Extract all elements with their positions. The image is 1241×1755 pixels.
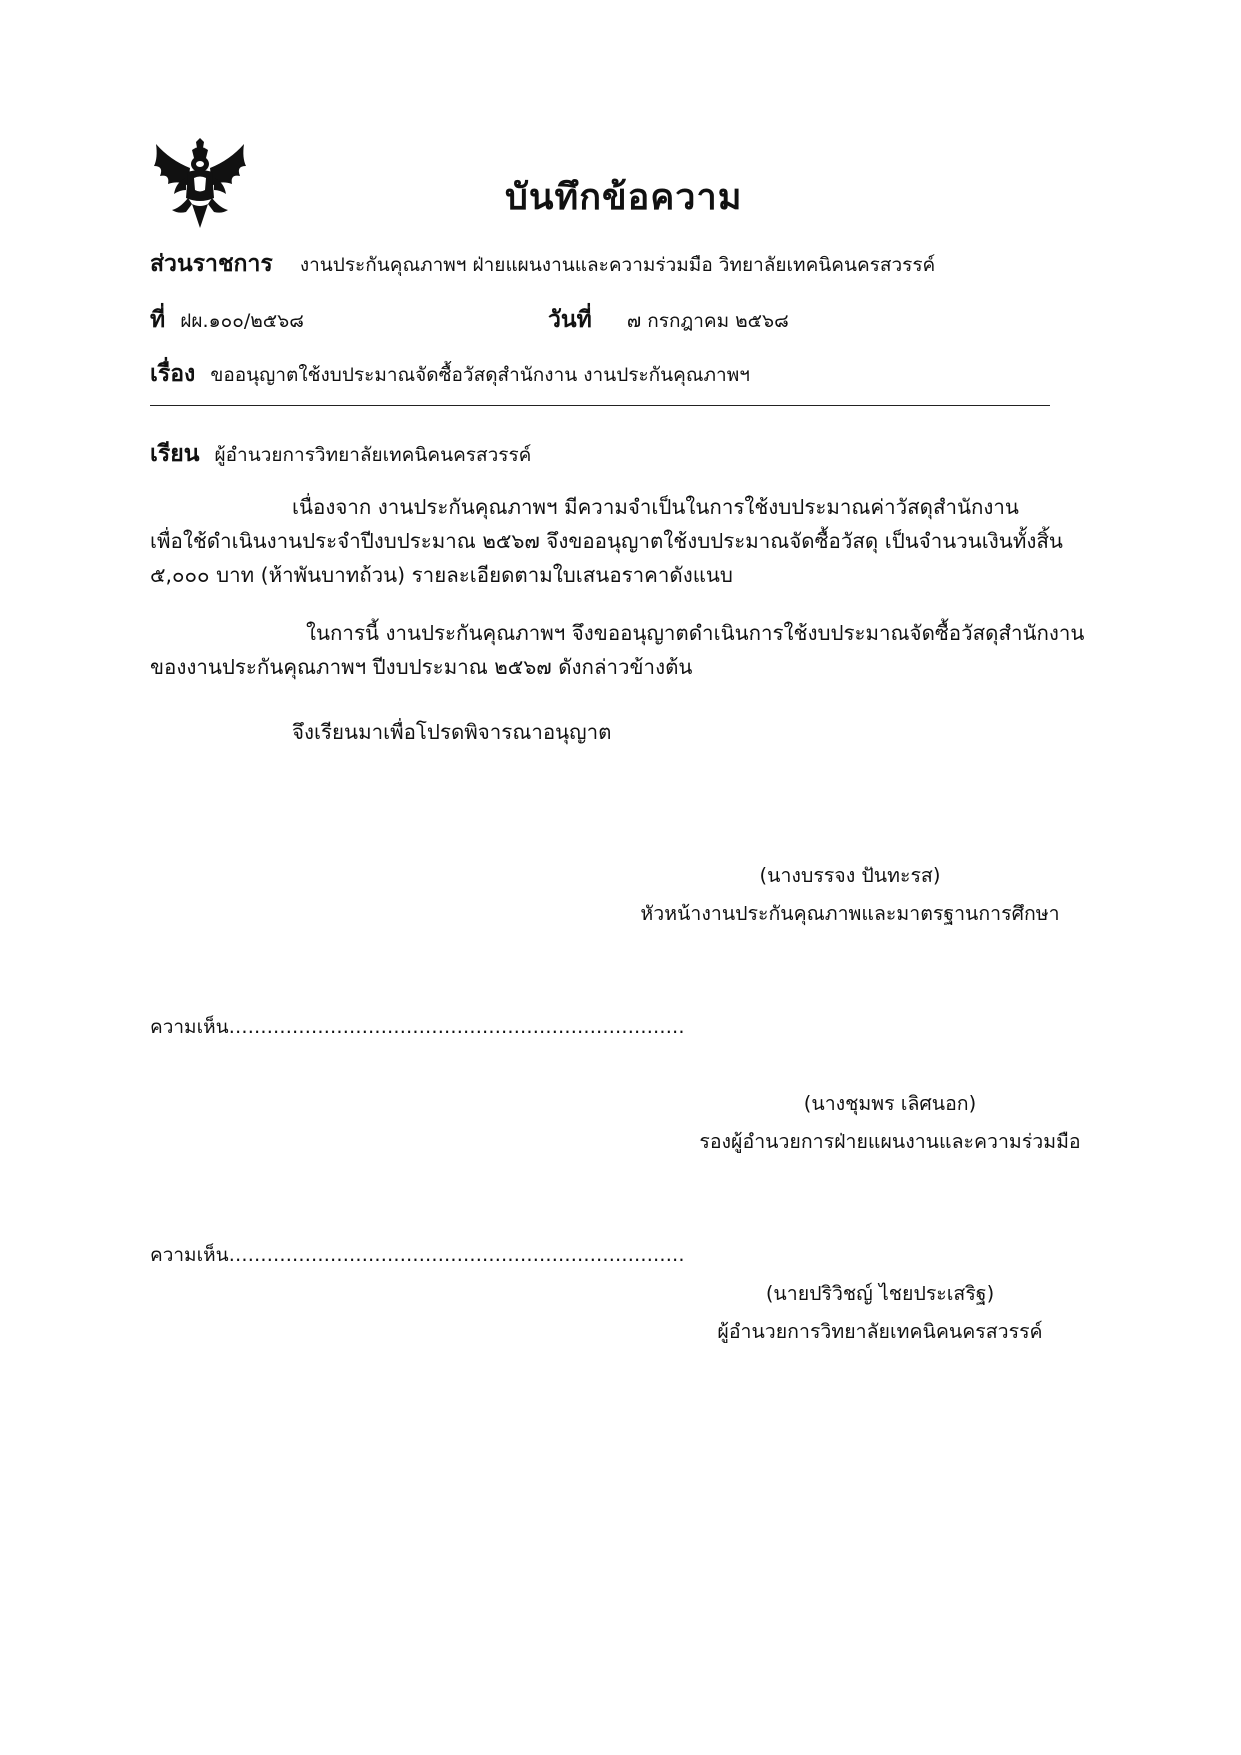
- document-title: บันทึกข้อความ: [505, 177, 743, 218]
- ref-row: [150, 302, 304, 338]
- to-value: ผู้อำนวยการวิทยาลัยเทคนิคนครสวรรค์: [214, 444, 532, 466]
- date-label: วันที่: [548, 307, 592, 333]
- subject-label: เรื่อง: [150, 361, 196, 387]
- signature-3-name: (นายปริวิชญ์ ไชยประเสริฐ): [765, 1282, 995, 1305]
- agency-label: ส่วนราชการ: [150, 251, 273, 277]
- signature-1-name: (นางบรรจง ปันทะรส): [759, 864, 941, 887]
- para1-line2: เพื่อใช้ดำเนินงานประจำปีงบประมาณ ๒๕๖๗ จึงขออนุญาตใช้งบประมาณจัดซื้อวัสดุ เป็นจำนวนเงินทั้งสิ้น: [150, 529, 1063, 553]
- para1-line3: ๕,๐๐๐ บาท (ห้าพันบาทถ้วน) รายละเอียดตามใบเสนอราคาดังแนบ: [150, 563, 733, 587]
- signature-2-position: รองผู้อำนวยการฝ่ายแผนงานและความร่วมมือ: [699, 1130, 1081, 1153]
- para2-line1: ในการนี้ งานประกันคุณภาพฯ จึงขออนุญาตดำเนินการใช้งบประมาณจัดซื้อวัสดุสำนักงาน: [306, 621, 1085, 645]
- closing-line: จึงเรียนมาเพื่อโปรดพิจารณาอนุญาต: [292, 720, 612, 744]
- opinion-2: ความเห็น………………………………………………………………: [150, 1244, 685, 1266]
- signature-1-position: หัวหน้างานประกันคุณภาพและมาตรฐานการศึกษา: [640, 902, 1060, 925]
- agency-value: งานประกันคุณภาพฯ ฝ่ายแผนงานและความร่วมมือ วิทยาลัยเทคนิคนครสวรรค์: [299, 254, 936, 276]
- subject-value: ขออนุญาตใช้งบประมาณจัดซื้อวัสดุสำนักงาน งานประกันคุณภาพฯ: [210, 364, 750, 386]
- para1-line1: เนื่องจาก งานประกันคุณภาพฯ มีความจำเป็นในการใช้งบประมาณค่าวัสดุสำนักงาน: [292, 495, 1019, 519]
- signature-2-name: (นางชุมพร เลิศนอก): [803, 1092, 977, 1115]
- garuda-emblem-icon: [150, 138, 250, 230]
- header-divider: [150, 405, 1050, 406]
- body-paragraph-2: [150, 616, 1098, 684]
- subject-row: [150, 356, 750, 392]
- to-label: เรียน: [150, 441, 200, 467]
- salutation-row: [150, 436, 531, 472]
- body-paragraph-1: [150, 490, 1098, 592]
- date-row: [548, 302, 789, 338]
- agency-row: [150, 246, 935, 282]
- ref-value: ฝผ.๑๐๐/๒๕๖๘: [180, 310, 304, 332]
- signature-3-position: ผู้อำนวยการวิทยาลัยเทคนิคนครสวรรค์: [717, 1320, 1043, 1343]
- date-value: ๗ กรกฎาคม ๒๕๖๘: [626, 310, 789, 332]
- ref-label: ที่: [150, 307, 166, 333]
- para2-line2: ของงานประกันคุณภาพฯ ปีงบประมาณ ๒๕๖๗ ดังกล่าวข้างต้น: [150, 655, 693, 679]
- opinion-1: ความเห็น………………………………………………………………: [150, 1016, 685, 1038]
